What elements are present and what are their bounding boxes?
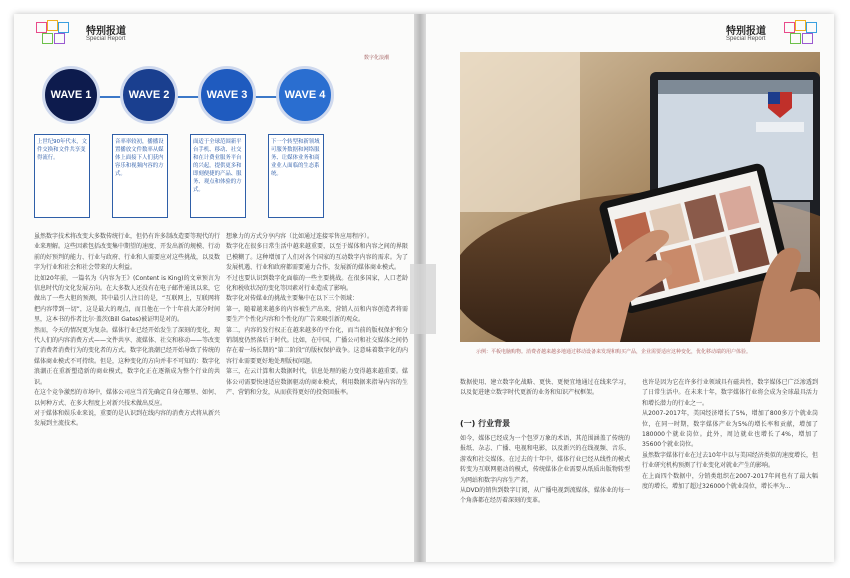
right-header — [726, 20, 834, 50]
right-page — [426, 14, 834, 562]
header-title: 特别报道 — [86, 26, 126, 37]
left-body-column-2: 想象力的方式分享内容（比如通过连接零售应用程序）。 数字化在很多日常生活中越来越重要，以至于媒体和内容之间的界限已模糊了。这种增加了人们对各个国家的互动数字内容的需求。为了发展机遇、行业和政府都需要通力合作，发展新的媒体商业模式。 不过也要认识到数字化面临的一些主要挑战。在很多国家，人口老龄化和税收状况的变化等因素对行业造成了影响。 数字化对传媒业的挑战主要集中在以下三个领域： 第一，随着越来越多的内容被生产出来，营销人员和内容创造者将需要生产个性化内容和个性化的广告来吸引新的观众。 第二，内容的发行权正在越来越多的平台化，而当前的版权保护和分销制度仍然落后于时代。比如，在中国，广播公司和社交媒体之间仍存在着一场长期的“第二阶段”的版权保护战争。这意味着数字化的内容行业需要更好地处理版权问题。 第三，在云计算和大数据时代，信息处理的能力变得越来越重要。媒体公司需要快速适应数据驱动的商业模式，利用数据来指导内容的生产、营销和分发，从而获得更好的投资回报率。 — [226, 233, 408, 397]
left-page — [14, 14, 414, 562]
wave-diagram — [42, 66, 352, 126]
page-fold-tab — [410, 264, 436, 334]
right-body-intro: 数据使用、建立数字化战略、更快、更便宜地通过在线来学习，以及促进建立数字时代更新的业务和知识产权框架。 — [460, 379, 630, 397]
right-body-column-1: 如今，媒体已经成为一个包罗万象的术语，其范围涵盖了传统的报纸、杂志、广播、电视和电影，以及新兴的在线视频、音乐、游戏和社交媒体。在过去的十年中，媒体行业已经从线性的模式转变为互联网驱动的模式，传统媒体企业需要从纸质出版物转型为网站和数字内容生产者。 从DVD的销售到数字订阅，从广播电视到流媒体，媒体业的每一个角落都在经历着深刻的变革。 — [460, 435, 630, 505]
wave-3-text: 面适于全球范围新平台手机、移动、社交和在计费业服务平台的兴起，提供更多和即刻便捷的产品、服务、观点和体验的方式。 — [190, 134, 246, 218]
magazine-spread — [14, 14, 834, 562]
right-body-column-2: 也许是因为它在许多行业领域具有磁共性，数字媒体已广泛渗透到了日常生活中。在未来十年，数字媒体行业将会成为全球最具活力和增长潜力的行业之一。 从2007-2017年，美国经济增长了5%，增加了800多万个就业岗位，在同一时期，数字媒体产业为5%的增长率和贡献，增加了180000个就业岗位。此外，周边就业也增长了4%，增加了35600个就业岗位。 虽然数字媒体行业在过去10年中以与美国经济类似的速度增长，但行业研究机构预测了行业变化对就业产生的影响。 在上面四个数据中，分销类组织在2007-2017年间也有了最大幅度的增长，增加了超过326000个就业岗位，增长率为... — [642, 379, 818, 491]
header-subtitle: Special Report — [726, 36, 766, 42]
wave-1-text: 上世纪90年代末，文件交换和文件共享变得流行。 — [34, 134, 90, 218]
wave-4-circle: WAVE 4 — [276, 66, 334, 124]
wave-3-circle: WAVE 3 — [198, 66, 256, 124]
photo-caption: 示例：平板电脑购物。消费者越来越多地通过移动设备来发现和购买产品，企业需要适应这种变化，优化移动端的用户体验。 — [476, 349, 752, 355]
tablet-shopping-photo — [460, 52, 820, 342]
header-title: 特别报道 — [726, 26, 766, 37]
wave-2-text: 音率率较初，播播设置播放文件数率从媒体上面接下人们获内容乐和视频内容的方式。 — [112, 134, 168, 218]
wave-1-circle: WAVE 1 — [42, 66, 100, 124]
wave-2-circle: WAVE 2 — [120, 66, 178, 124]
report-logo-icon — [36, 20, 78, 46]
header-subtitle: Special Report — [86, 36, 126, 42]
photo-illustration — [460, 52, 820, 342]
section-heading: (一) 行业背景 — [460, 419, 511, 428]
left-header — [36, 20, 236, 50]
left-body-column-1: 虽然数字技术将改变大多数传统行业，但仍有许多制改造要等现代的行业来理解。这些因素包括改变集中期望的速度、开发出新的规模、行动前的好预判的能力、行业与政府、行业和人需要应对这些挑战，以及数字为行业和社会和社会带来的大利益。 比如20年前，一篇名为《内容为王》(Content is King)的文章预言为信息时代的文化发展方向。在大多数人还没有在电子邮件通讯以来，它做出了一些大胆的预测，其中最引人注目的是，“互联网上，互联网将把内容带到一切”，这是最大的观点，而且他在一个十年前大部分时间里，这本书的作者比尔·盖茨(Bill Gates)被证明是对的。 然而，今天的情况更为复杂。媒体行业已经开始发生了深刻的变化，现代人们的内容消费方式——文件共享、流媒体、社交和移动——等改变了消费者消费行为的变化者的方式。数字化浪潮已经开始导致了传统的媒体商业模式不可持续。但是，这种变化的方向并非不可知的：数字化浪潮正在重新塑造新的商业模式，数字化正在逐渐成为整个行业的共识。 在这个竞争激烈的市场中，媒体公司应当首先确定自身在哪里、如何、以何种方式、在多大程度上对新兴技术做出反应。 对于媒体和娱乐业来说，重要的是认识到在线内容的消费方式将从新兴发展到主流技术。 — [34, 233, 220, 428]
report-logo-icon — [784, 20, 826, 46]
margin-note: 数字化浪潮 — [364, 55, 390, 61]
wave-4-text: 下一个转型和新领域可服务数据和网络服务、让媒体业务和商业业人面临的生态系统。 — [268, 134, 324, 218]
